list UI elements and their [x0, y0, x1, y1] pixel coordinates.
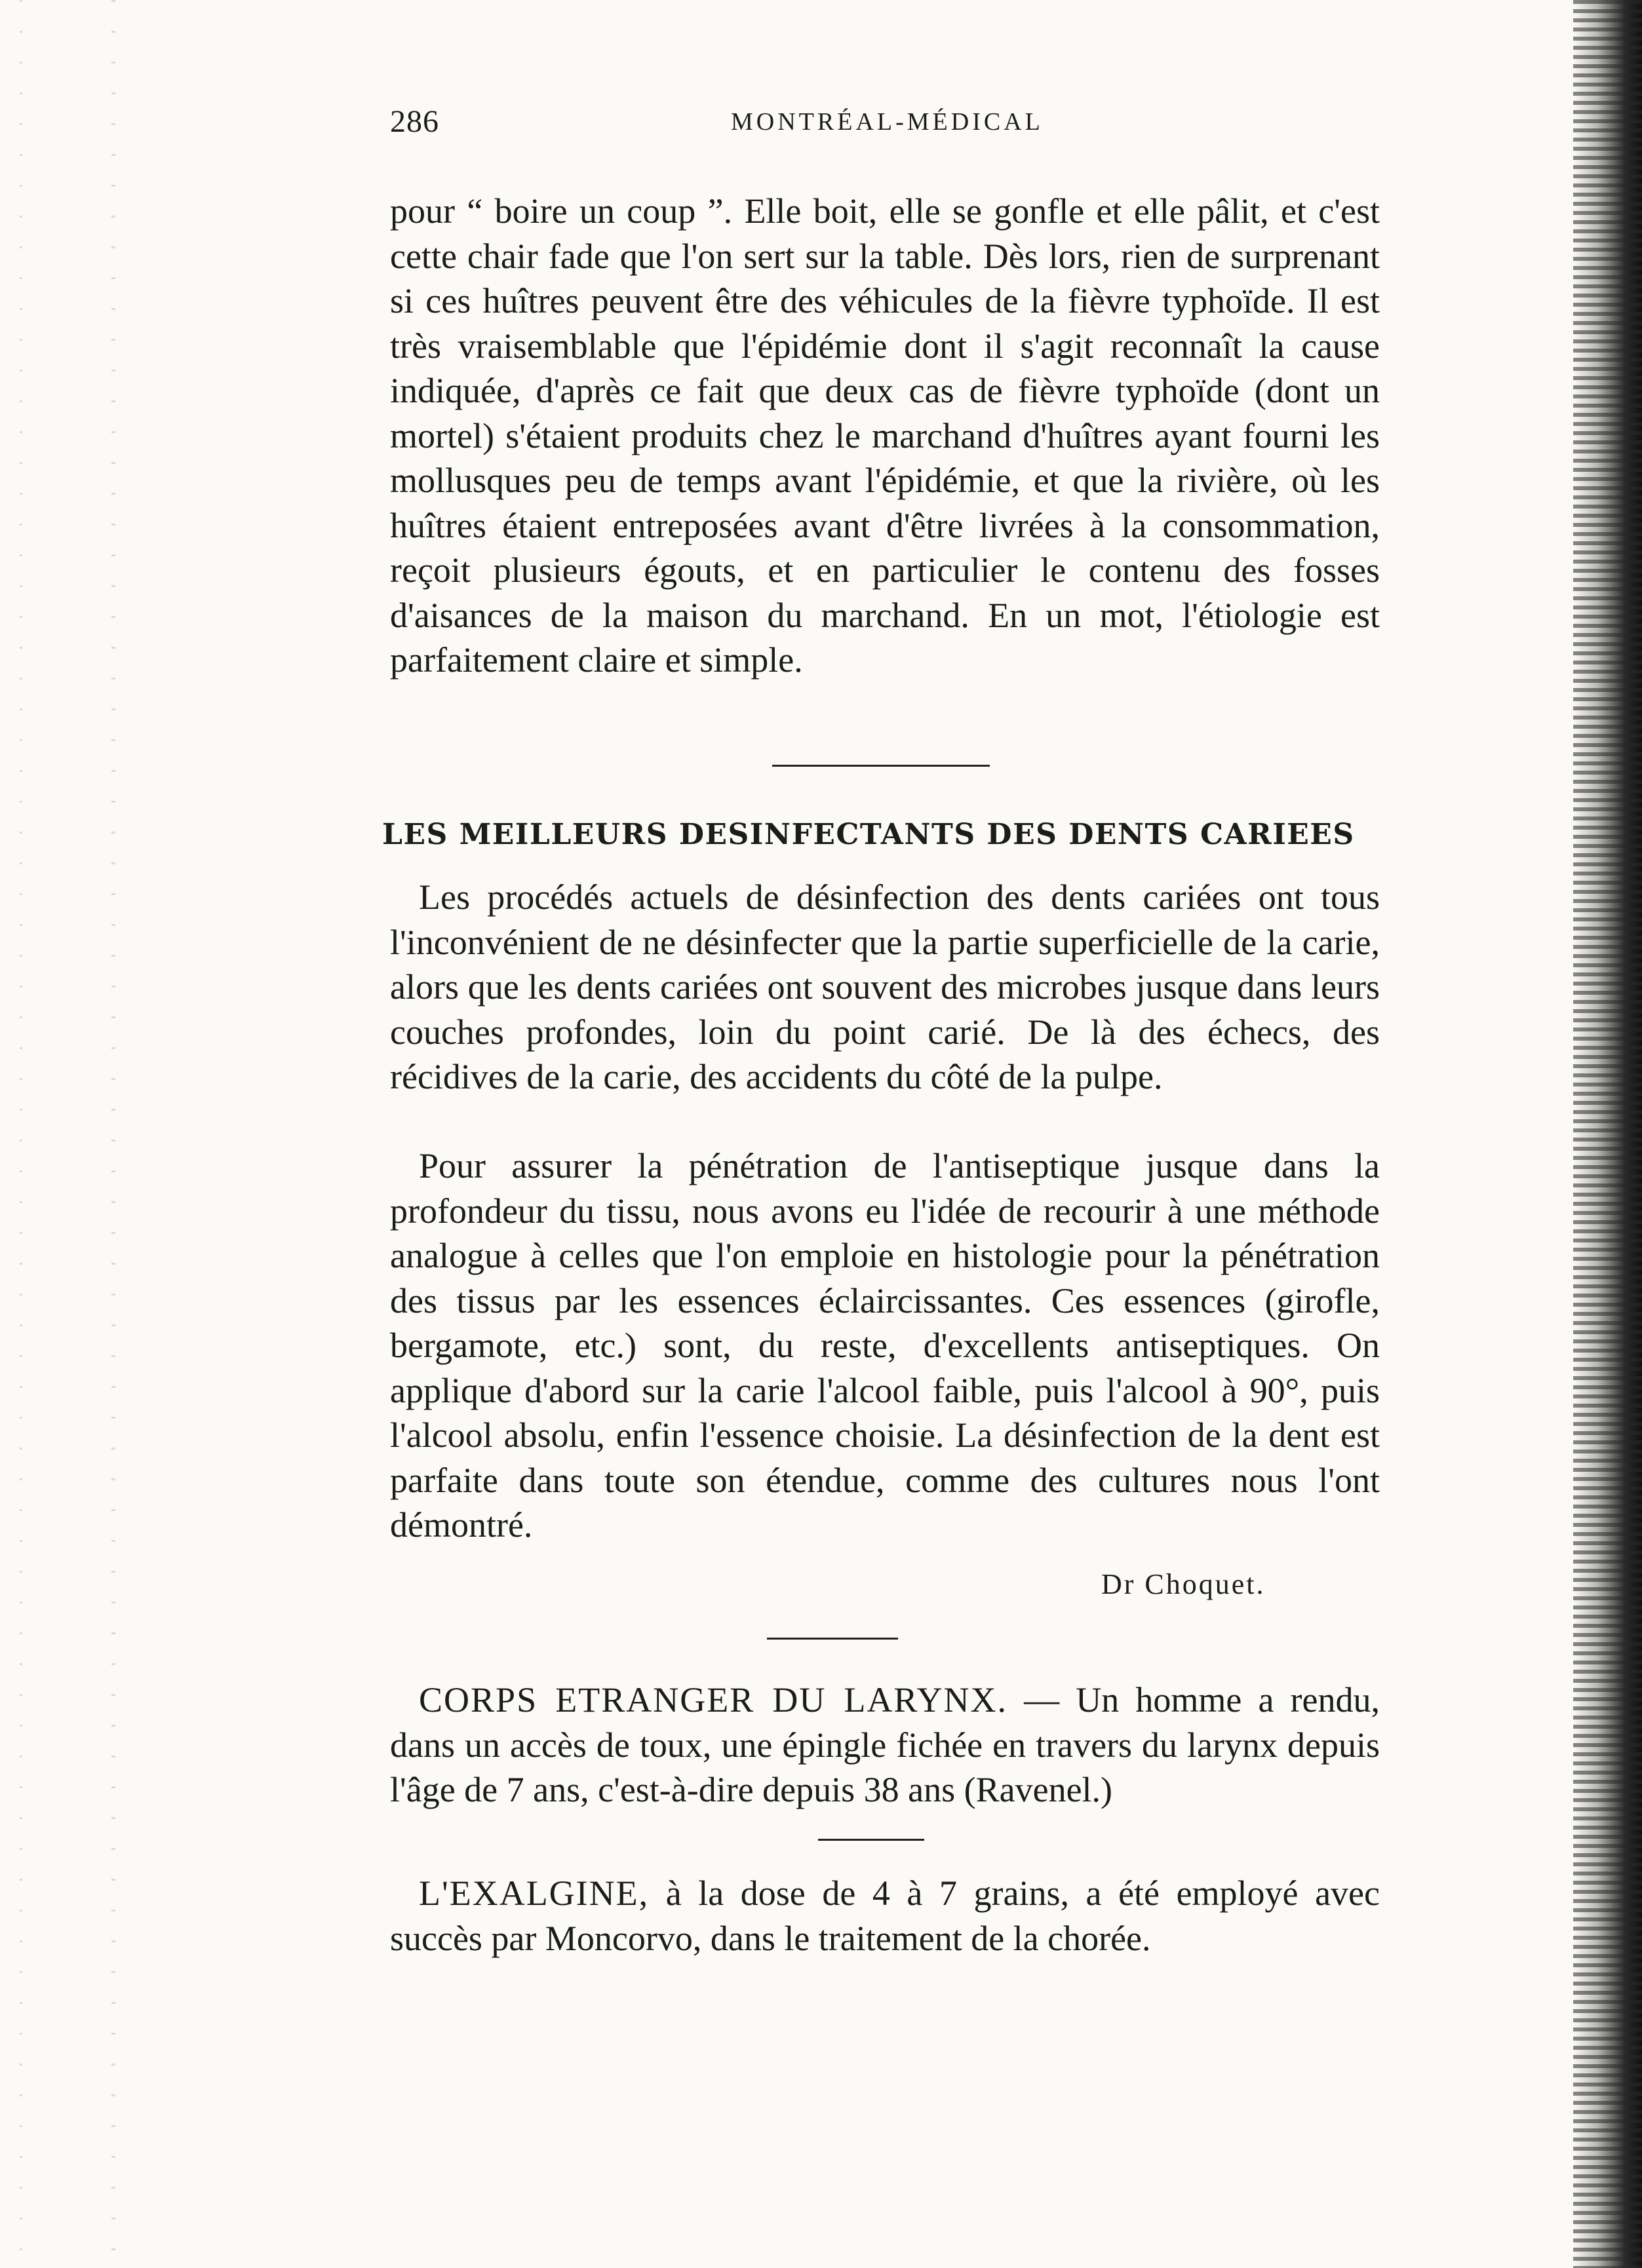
article-paragraph: Les procédés actuels de désinfection des dents cariées ont tous l'inconvénient de ne désinfecter que la partie superficielle de la carie, alors que les dents cariées ont souvent des microbes jusque dans leurs couches profondes, loin du point carié. De là des échecs, des récidives de la carie, des accidents du côté de la pulpe. [390, 877, 1380, 1096]
news-item-lead: L'EXALGINE, [419, 1874, 650, 1913]
page-number: 286 [390, 104, 439, 139]
continuation-paragraph: pour “ boire un coup ”. Elle boit, elle se gonfle et elle pâlit, et c'est cette chair fade que l'on sert sur la table. Dès lors, rien de surprenant si ces huîtres peuvent être des véhicules de la fièvre typhoïde. Il est très vraisemblable que l'épidémie dont il s'agit reconnaît la cause indiquée, d'après ce fait que deux cas de fièvre typhoïde (dont un mortel) s'étaient produits chez le marchand d'huîtres ayant fourni les mollusques peu de temps avant l'épidémie, et que la rivière, où les huîtres étaient entreposées avant d'être livrées à la consommation, reçoit plusieurs égouts, et en particulier le contenu des fosses d'aisances de la maison du marchand. En un mot, l'étiologie est parfaitement claire et simple. [390, 191, 1380, 680]
news-item-larynx [390, 1678, 1380, 1813]
news-item-exalgine [390, 1871, 1380, 1961]
news-item-text: à la dose de 4 à 7 grains, a été employé avec succès par Moncorvo, dans le traitement de la chorée. [390, 1874, 1380, 1958]
journal-title: MONTRÉAL-MÉDICAL [731, 108, 1044, 136]
author-signature: Dr Choquet. [1101, 1568, 1266, 1600]
news-item-lead: CORPS ETRANGER DU LARYNX. [419, 1680, 1007, 1720]
section-divider [818, 1839, 924, 1841]
article-heading: LES MEILLEURS DESINFECTANTS DES DENTS CARIEES [382, 818, 1355, 851]
section-divider [767, 1638, 898, 1640]
running-head [390, 104, 1373, 149]
section-divider [772, 765, 990, 767]
news-item-text: — Un homme a rendu, dans un accès de toux, une épingle fichée en travers du larynx depuis l'âge de 7 ans, c'est-à-dire depuis 38 ans (Ravenel.) [390, 1680, 1380, 1809]
article-paragraph: Pour assurer la pénétration de l'antiseptique jusque dans la profondeur du tissu, nous avons eu l'idée de recourir à une méthode analogue à celles que l'on emploie en histologie pour la pénétration des tissus par les essences éclaircissantes. Ces essences (girofle, bergamote, etc.) sont, du reste, d'excellents antiseptiques. On applique d'abord sur la carie l'alcool faible, puis l'alcool à 90°, puis l'alcool absolu, enfin l'essence choisie. La désinfection de la dent est parfaite dans toute son étendue, comme des cultures nous l'ont démontré. [390, 1146, 1380, 1545]
